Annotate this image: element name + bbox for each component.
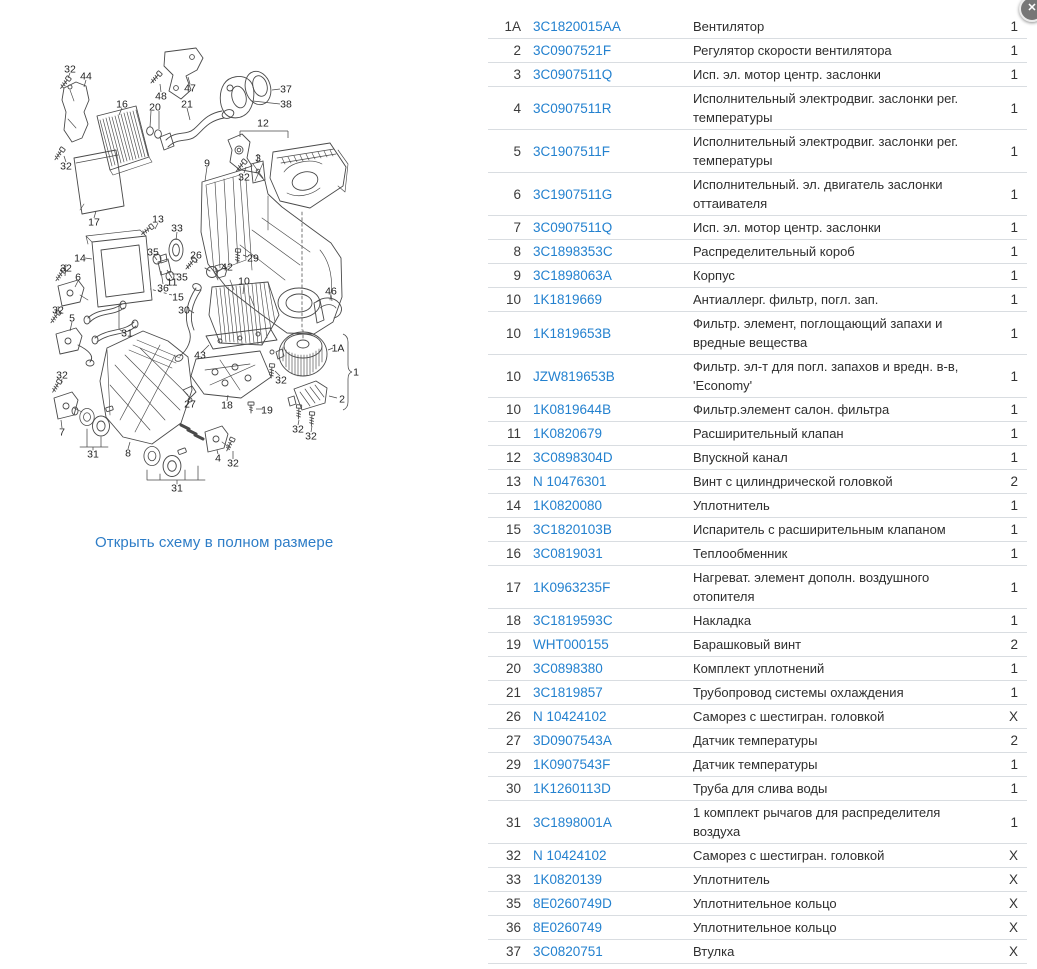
diagram-callout: 32 bbox=[56, 369, 68, 382]
part-quantity: 1 bbox=[1010, 143, 1018, 159]
diagram-part-filter-10 bbox=[209, 282, 279, 345]
part-number-link[interactable]: 3C1898063A bbox=[533, 268, 612, 283]
part-description: Исп. эл. мотор центр. заслонки bbox=[693, 67, 881, 82]
part-quantity: 1 bbox=[1010, 522, 1018, 537]
part-quantity: 1 bbox=[1010, 402, 1018, 417]
part-description: Исп. эл. мотор центр. заслонки bbox=[693, 220, 881, 235]
diagram-callout: 32 bbox=[305, 430, 317, 443]
diagram-callout: 15 bbox=[172, 291, 184, 304]
diagram-callout: 32 bbox=[292, 423, 304, 436]
diagram-callout: 17 bbox=[88, 216, 100, 229]
part-description: Датчик температуры bbox=[693, 733, 818, 748]
diagram-part-bolt-19 bbox=[248, 402, 254, 413]
part-quantity: 1 bbox=[1010, 67, 1018, 82]
part-quantity: 1 bbox=[1010, 450, 1018, 465]
position-number: 11 bbox=[506, 426, 521, 441]
position-number: 2 bbox=[513, 43, 521, 58]
diagram-callout: 7 bbox=[59, 426, 65, 439]
part-quantity: 1 bbox=[1010, 498, 1018, 513]
part-description: Расширительный клапан bbox=[693, 426, 844, 441]
position-number: 15 bbox=[505, 522, 521, 537]
position-number: 10 bbox=[505, 368, 521, 384]
diagram-callout: 29 bbox=[247, 252, 259, 265]
part-quantity: 2 bbox=[1010, 733, 1018, 748]
diagram-callout: 43 bbox=[194, 349, 206, 362]
hvac-exploded-view-drawing bbox=[0, 0, 490, 560]
table-row bbox=[488, 633, 1027, 657]
diagram-callout: 9 bbox=[204, 157, 210, 170]
position-number: 5 bbox=[513, 143, 521, 159]
table-row bbox=[488, 542, 1027, 566]
part-description: Исполнительный. эл. двигатель заслонки оттаивателя bbox=[693, 177, 943, 211]
diagram-callout: 37 bbox=[280, 83, 292, 96]
diagram-callout: 35 bbox=[147, 246, 159, 259]
close-icon[interactable]: ✕ bbox=[1019, 0, 1037, 22]
table-row bbox=[488, 657, 1027, 681]
part-quantity: 1 bbox=[1010, 757, 1018, 772]
parts-table bbox=[488, 15, 1027, 964]
position-number: 32 bbox=[505, 848, 521, 863]
part-description: Теплообменник bbox=[693, 546, 788, 561]
part-number-link[interactable]: 8E0260749 bbox=[533, 920, 603, 935]
part-description: Саморез с шестигран. головкой bbox=[693, 709, 885, 724]
diagram-part-dampers-31-left bbox=[72, 406, 113, 450]
diagram-part-screw-13 bbox=[140, 224, 154, 237]
diagram-callout: 20 bbox=[149, 101, 161, 114]
table-row bbox=[488, 470, 1027, 494]
diagram-callout: 1 bbox=[353, 366, 359, 379]
part-description: Исполнительный электродвиг. заслонки рег. температуры bbox=[693, 134, 959, 168]
diagram-callout: 21 bbox=[181, 98, 193, 111]
position-number: 20 bbox=[505, 661, 521, 676]
position-number: 35 bbox=[505, 896, 521, 911]
table-row bbox=[488, 753, 1027, 777]
diagram-part-bushing-33 bbox=[169, 239, 183, 261]
part-number-link[interactable]: 1K0963235F bbox=[533, 579, 611, 595]
exploded-parts-diagram bbox=[0, 0, 490, 560]
table-row bbox=[488, 312, 1027, 355]
part-description: Фильтр.элемент салон. фильтра bbox=[693, 402, 890, 417]
table-row bbox=[488, 87, 1027, 130]
part-number-link[interactable]: 1K1819669 bbox=[533, 292, 603, 307]
position-number: 10 bbox=[505, 292, 521, 307]
part-description: Уплотнительное кольцо bbox=[693, 920, 837, 935]
part-number-link[interactable]: N 10424102 bbox=[533, 848, 607, 863]
diagram-part-evaporator-17 bbox=[53, 147, 124, 214]
diagram-callout: 19 bbox=[261, 404, 273, 417]
part-description: Регулятор скорости вентилятора bbox=[693, 43, 892, 58]
part-quantity: 1 bbox=[1010, 685, 1018, 700]
position-number: 9 bbox=[513, 268, 521, 283]
part-description: Впускной канал bbox=[693, 450, 788, 465]
diagram-group-12-bracket bbox=[240, 131, 288, 138]
part-number-link[interactable]: 3C1819857 bbox=[533, 685, 603, 700]
diagram-callout: 16 bbox=[116, 98, 128, 111]
diagram-part-heater-core-14 bbox=[86, 230, 152, 307]
position-number: 1A bbox=[504, 19, 521, 34]
diagram-part-blower-1a bbox=[270, 330, 327, 376]
part-number-link[interactable]: 1K1260113D bbox=[533, 781, 611, 796]
position-number: 13 bbox=[505, 474, 521, 489]
part-quantity: 1 bbox=[1010, 19, 1018, 34]
diagram-callout: 6 bbox=[75, 271, 81, 284]
diagram-callout: 36 bbox=[157, 282, 169, 295]
diagram-callout: 12 bbox=[257, 117, 269, 130]
part-quantity: X bbox=[1008, 920, 1018, 935]
part-number-link[interactable]: 3C1898001A bbox=[533, 814, 612, 830]
part-number-link[interactable]: 3C1820015AA bbox=[533, 19, 621, 34]
diagram-part-intake-cover-12 bbox=[270, 143, 348, 208]
part-description: Комплект уплотнений bbox=[693, 661, 825, 676]
position-number: 30 bbox=[505, 781, 521, 796]
table-row bbox=[488, 566, 1027, 609]
diagram-callout: 32 bbox=[227, 457, 239, 470]
position-number: 8 bbox=[513, 244, 521, 259]
part-description: Исполнительный электродвиг. заслонки рег. температуры bbox=[693, 91, 959, 125]
position-number: 26 bbox=[505, 709, 521, 724]
diagram-callout: 26 bbox=[190, 249, 202, 262]
part-description: Датчик температуры bbox=[693, 757, 818, 772]
position-number: 21 bbox=[505, 685, 521, 700]
diagram-callout: 31 bbox=[87, 448, 99, 461]
diagram-callout: 48 bbox=[155, 90, 167, 103]
position-number: 10 bbox=[505, 402, 521, 417]
diagram-callout: 32 bbox=[238, 171, 250, 184]
position-number: 17 bbox=[505, 579, 521, 595]
diagram-callout: 2 bbox=[339, 393, 345, 406]
part-description: Саморез с шестигран. головкой bbox=[693, 848, 885, 863]
diagram-callout: 35 bbox=[176, 271, 188, 284]
part-description: Нагреват. элемент дополн. воздушного отопителя bbox=[693, 570, 930, 604]
part-description: Трубопровод системы охлаждения bbox=[693, 685, 904, 700]
position-number: 29 bbox=[505, 757, 521, 772]
part-description: Втулка bbox=[693, 944, 735, 959]
part-quantity: 1 bbox=[1010, 426, 1018, 441]
diagram-callout: 32 bbox=[64, 63, 76, 76]
diagram-callout: 13 bbox=[152, 213, 164, 226]
part-description: Уплотнитель bbox=[693, 872, 770, 887]
diagram-callout: 11 bbox=[166, 276, 178, 289]
table-row bbox=[488, 446, 1027, 470]
diagram-part-dampers-31-bottom bbox=[144, 425, 205, 484]
part-number-link[interactable]: 3C0898304D bbox=[533, 450, 613, 465]
position-number: 18 bbox=[505, 613, 521, 628]
part-quantity: 1 bbox=[1010, 546, 1018, 561]
part-quantity: X bbox=[1008, 848, 1018, 863]
part-quantity: 1 bbox=[1010, 368, 1018, 384]
diagram-part-housing-8 bbox=[100, 331, 192, 444]
part-number-link[interactable]: 1K0820139 bbox=[533, 872, 603, 887]
table-row bbox=[488, 916, 1027, 940]
diagram-callout: 10 bbox=[238, 275, 250, 288]
diagram-callout: 4 bbox=[215, 452, 221, 465]
table-row bbox=[488, 63, 1027, 87]
diagram-callout: 31 bbox=[121, 327, 133, 340]
part-quantity: 1 bbox=[1010, 43, 1018, 58]
part-description: Фильтр. эл-т для погл. запахов и вредн. в-в, 'Economy' bbox=[693, 359, 959, 393]
table-row bbox=[488, 518, 1027, 542]
position-number: 12 bbox=[505, 450, 521, 465]
table-row bbox=[488, 868, 1027, 892]
table-row bbox=[488, 801, 1027, 844]
part-quantity: X bbox=[1008, 872, 1018, 887]
table-row bbox=[488, 264, 1027, 288]
position-number: 3 bbox=[513, 67, 521, 82]
table-row bbox=[488, 240, 1027, 264]
diagram-part-hose-21 bbox=[147, 108, 235, 150]
part-quantity: 1 bbox=[1010, 244, 1018, 259]
part-number-link[interactable]: 3C0820751 bbox=[533, 944, 603, 959]
diagram-callout: 27 bbox=[184, 398, 196, 411]
part-description: Накладка bbox=[693, 613, 752, 628]
part-quantity: 2 bbox=[1010, 474, 1018, 489]
part-description: Труба для слива воды bbox=[693, 781, 828, 796]
diagram-part-actuator-4 bbox=[205, 426, 235, 452]
part-number-link[interactable]: N 10476301 bbox=[533, 474, 607, 489]
diagram-callout: 3 bbox=[255, 152, 261, 165]
position-number: 31 bbox=[505, 814, 521, 830]
part-quantity: 1 bbox=[1010, 100, 1018, 116]
part-number-link[interactable]: 3C0907511Q bbox=[533, 67, 613, 82]
part-description: Винт с цилиндрической головкой bbox=[693, 474, 893, 489]
diagram-callout: 32 bbox=[60, 262, 72, 275]
diagram-callout: 33 bbox=[171, 222, 183, 235]
part-number-link[interactable]: 3C1819593C bbox=[533, 613, 613, 628]
table-row bbox=[488, 130, 1027, 173]
table-row bbox=[488, 844, 1027, 868]
part-description: Распределительный короб bbox=[693, 244, 855, 259]
part-number-link[interactable]: 3C0907511Q bbox=[533, 220, 613, 235]
table-row bbox=[488, 216, 1027, 240]
position-number: 6 bbox=[513, 186, 521, 202]
diagram-callout: 44 bbox=[80, 70, 92, 83]
position-number: 27 bbox=[505, 733, 521, 748]
part-number-link[interactable]: 1K0907543F bbox=[533, 757, 611, 772]
diagram-part-heat-exchanger-16 bbox=[97, 106, 152, 175]
table-row bbox=[488, 892, 1027, 916]
table-row bbox=[488, 173, 1027, 216]
position-number: 4 bbox=[513, 100, 521, 116]
table-row bbox=[488, 355, 1027, 398]
part-quantity: 1 bbox=[1010, 220, 1018, 235]
part-number-link[interactable]: 3C0898380 bbox=[533, 661, 603, 676]
part-quantity: 1 bbox=[1010, 292, 1018, 307]
part-description: Вентилятор bbox=[693, 19, 765, 34]
part-quantity: X bbox=[1008, 944, 1018, 959]
part-number-link[interactable]: N 10424102 bbox=[533, 709, 607, 724]
part-description: Уплотнительное кольцо bbox=[693, 896, 837, 911]
table-row bbox=[488, 681, 1027, 705]
part-number-link[interactable]: 1K0819644B bbox=[533, 402, 612, 417]
table-row bbox=[488, 398, 1027, 422]
table-row bbox=[488, 39, 1027, 63]
part-number-link[interactable]: 3C0819031 bbox=[533, 546, 603, 561]
diagram-callout: 30 bbox=[178, 304, 190, 317]
part-quantity: X bbox=[1008, 709, 1018, 724]
part-quantity: X bbox=[1008, 896, 1018, 911]
diagram-callout: 18 bbox=[221, 399, 233, 412]
table-row bbox=[488, 422, 1027, 446]
part-quantity: 1 bbox=[1010, 613, 1018, 628]
part-description: Фильтр. элемент, поглощающий запахи и вредные вещества bbox=[693, 316, 943, 350]
part-description: Испаритель с расширительным клапаном bbox=[693, 522, 946, 537]
diagram-callout: 46 bbox=[325, 285, 337, 298]
diagram-callout: 14 bbox=[74, 252, 86, 265]
position-number: 16 bbox=[505, 546, 521, 561]
diagram-callout: 32 bbox=[275, 374, 287, 387]
part-quantity: 1 bbox=[1010, 661, 1018, 676]
part-number-link[interactable]: 1K0820679 bbox=[533, 426, 603, 441]
table-row bbox=[488, 609, 1027, 633]
open-full-size-diagram-link[interactable]: Открыть схему в полном размере bbox=[95, 534, 334, 551]
position-number: 10 bbox=[505, 325, 521, 341]
table-row bbox=[488, 940, 1027, 964]
table-row bbox=[488, 729, 1027, 753]
diagram-part-actuator-7 bbox=[50, 379, 82, 419]
part-quantity: 2 bbox=[1010, 637, 1018, 652]
position-number: 19 bbox=[505, 637, 521, 652]
position-number: 7 bbox=[513, 220, 521, 235]
part-description: Барашковый винт bbox=[693, 637, 802, 652]
part-description: Уплотнитель bbox=[693, 498, 770, 513]
diagram-part-screw-32-tray bbox=[269, 364, 275, 379]
diagram-part-regulator-2 bbox=[288, 381, 327, 426]
part-description: 1 комплект рычагов для распределителя воздуха bbox=[693, 805, 941, 839]
position-number: 37 bbox=[505, 944, 521, 959]
part-number-link[interactable]: WHT000155 bbox=[533, 637, 609, 652]
part-quantity: 1 bbox=[1010, 781, 1018, 796]
position-number: 14 bbox=[505, 498, 521, 513]
position-number: 36 bbox=[505, 920, 521, 935]
part-number-link[interactable]: JZW819653B bbox=[533, 368, 615, 384]
part-number-link[interactable]: 3C0907511R bbox=[533, 100, 612, 116]
diagram-callout: 8 bbox=[125, 447, 131, 460]
part-number-link[interactable]: 3C1820103B bbox=[533, 522, 612, 537]
part-number-link[interactable]: 1K0820080 bbox=[533, 498, 603, 513]
part-quantity: 1 bbox=[1010, 814, 1018, 830]
table-row bbox=[488, 705, 1027, 729]
diagram-callout: 32 bbox=[52, 304, 64, 317]
table-row bbox=[488, 15, 1027, 39]
part-number-link[interactable]: 8E0260749D bbox=[533, 896, 612, 911]
part-number-link[interactable]: 3C0907521F bbox=[533, 43, 612, 58]
diagram-callout: 5 bbox=[69, 312, 75, 325]
part-number-link[interactable]: 1K1819653B bbox=[533, 325, 612, 341]
part-description: Корпус bbox=[693, 268, 735, 283]
diagram-callout: 1A bbox=[331, 342, 345, 355]
part-quantity: 1 bbox=[1010, 268, 1018, 283]
part-quantity: 1 bbox=[1010, 579, 1018, 595]
part-quantity: 1 bbox=[1010, 325, 1018, 341]
diagram-callout: 31 bbox=[171, 482, 183, 495]
diagram-callout: 38 bbox=[280, 98, 292, 111]
part-number-link[interactable]: 3C1898353C bbox=[533, 244, 613, 259]
position-number: 33 bbox=[505, 872, 521, 887]
part-quantity: 1 bbox=[1010, 186, 1018, 202]
part-number-link[interactable]: 3D0907543A bbox=[533, 733, 612, 748]
part-number-link[interactable]: 3C1907511F bbox=[533, 143, 611, 159]
table-row bbox=[488, 288, 1027, 312]
table-row bbox=[488, 777, 1027, 801]
table-row bbox=[488, 494, 1027, 518]
diagram-callout: 47 bbox=[184, 82, 196, 95]
diagram-callout: 42 bbox=[221, 261, 233, 274]
diagram-callout: 32 bbox=[60, 160, 72, 173]
part-description: Антиаллерг. фильтр, погл. зап. bbox=[693, 292, 879, 307]
part-number-link[interactable]: 3C1907511G bbox=[533, 186, 613, 202]
